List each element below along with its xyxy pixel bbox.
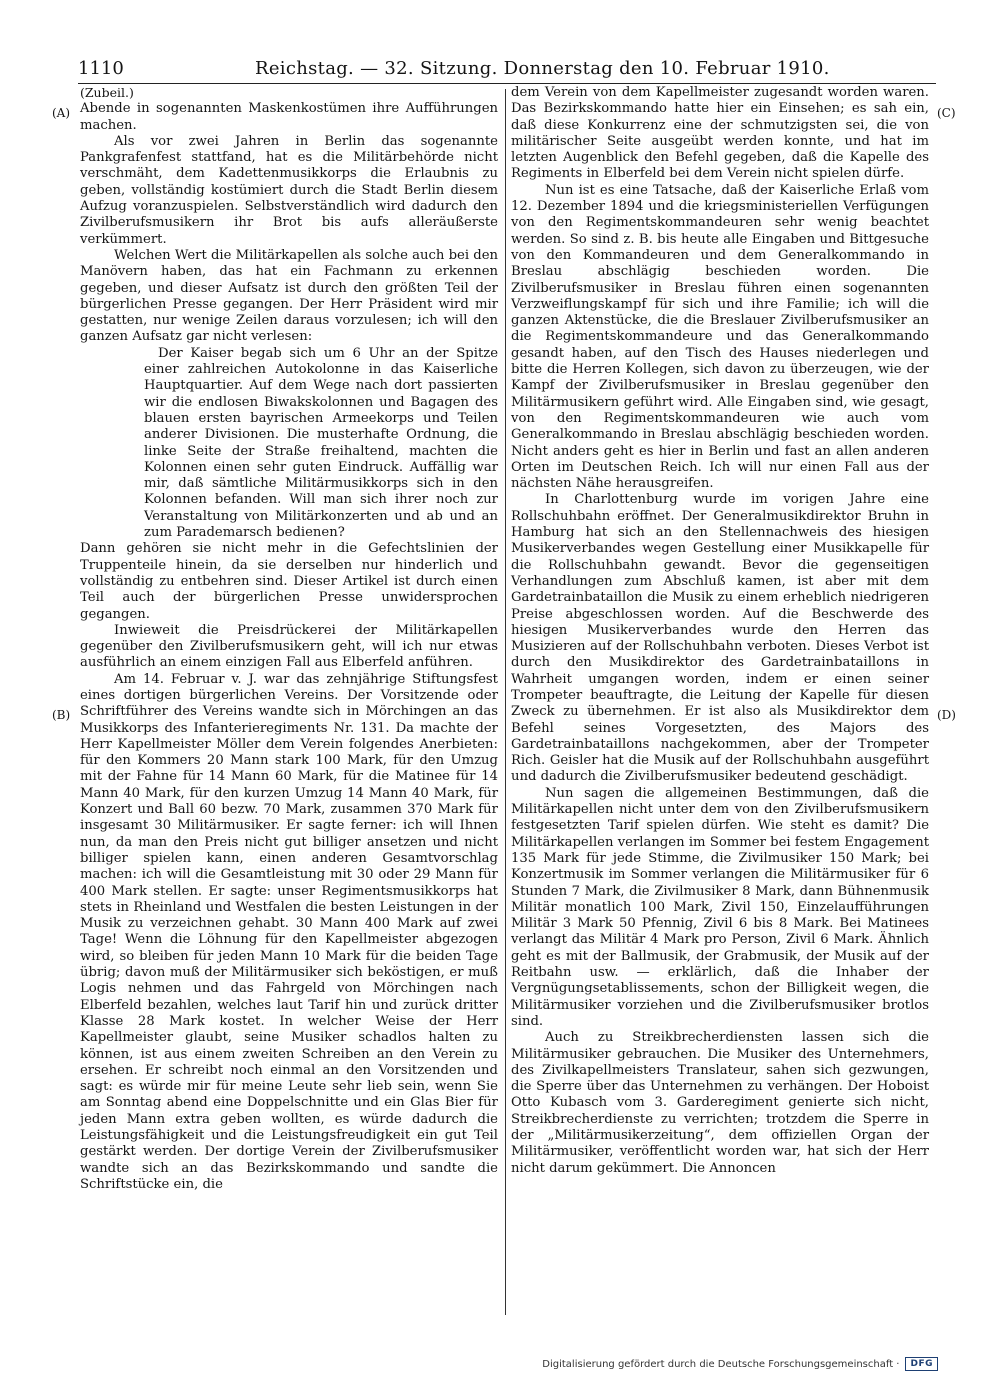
paragraph: Auch zu Streikbrecherdiensten lassen sich die Militärmusiker gebrauchen. Die Musiker des Unternehmers, des Zivilkapellmeisters Translateur, sahen sich gezwungen, die Sperre über das Unternehmen zu verhängen. Der Hoboist Otto Kubasch vom 3. Garderegiment genierte sich nicht, Streikbrecherdienste zu verrichten; trotzdem die Sperre in der „Militärmusikerzeitung“, dem offiziellen Organ der Militärmusiker, veröffentlicht worden war, hat sich der Herr nicht darum gekümmert. Die Annoncen	[511, 1030, 929, 1176]
footer-credit-text: Digitalisierung gefördert durch die Deutsche Forschungsgemeinschaft ·	[542, 1358, 900, 1370]
dfg-logo: DFG	[905, 1357, 938, 1371]
paragraph: Welchen Wert die Militärkapellen als solche auch bei den Manövern haben, das hat ein Fachmann zu erkennen gegeben, und dieser Aufsatz ist durch den größten Teil der bürgerlichen Presse gegangen. Der Herr Präsident wird mir gestatten, nur wenige Zeilen daraus vorzulesen; ich will den ganzen Aufsatz gar nicht verlesen:	[80, 247, 498, 345]
margin-mark-d: (D)	[937, 708, 956, 722]
paragraph: Dann gehören sie nicht mehr in die Gefechtslinien der Truppenteile hinein, da sie derselben nur hinderlich und vollständig zu entbehren sind. Dieser Artikel ist durch einen Teil auch der bürgerlichen Presse unwidersprochen gegangen.	[80, 541, 498, 622]
paragraph: In Charlottenburg wurde im vorigen Jahre eine Rollschuhbahn eröffnet. Der Generalmusikdirektor Bruhn in Hamburg hat sich an den Stellennachweis des hiesigen Musikerverbandes wegen Gestellung einer Musikkapelle für die Rollschuhbahn gewandt. Bevor die gegenseitigen Verhandlungen zum Abschluß kamen, ist aber mit dem Gardetrainbataillon die Musik zu einem erheblich niedrigeren Preise abgeschlossen worden. Auf die Beschwerde des hiesigen Musikerverbandes wurde den Herren das Musizieren auf der Rollschuhbahn verboten. Dieses Verbot ist durch den Musikdirektor des Gardetrainbataillons in Wahrheit umgangen worden, indem er einen seiner Trompeter beauftragte, die Leitung der Kapelle für diesen Zweck zu übernehmen. Er ist also als Musikdirektor dem Befehl seines Vorgesetzten, des Majors des Gardetrainbataillons nachgekommen, aber der Trompeter Rich. Geisler hat die Musik auf der Rollschuhbahn ausgeführt und dadurch die Zivilberufsmusiker bedeutend geschädigt.	[511, 492, 929, 785]
column-divider	[505, 89, 506, 1315]
paragraph: Nun sagen die allgemeinen Bestimmungen, daß die Militärkapellen nicht unter dem von den Zivilberufsmusikern festgesetzten Tarif spielen dürfen. Wie steht es damit? Die Militärkapellen verlangen im Sommer bei festem Engagement 135 Mark für jede Stimme, die Zivilmusiker 150 Mark; bei Konzertmusik im Sommer verlangen die Militärmusiker für 6 Stunden 7 Mark, die Zivilmusiker 8 Mark, dann Bühnenmusik Militär monatlich 100 Mark, Zivil 150, Einzelaufführungen Militär 3 Mark 50 Pfennig, Zivil 6 bis 8 Mark. Bei Matinees verlangt das Militär 4 Mark pro Person, Zivil 6 Mark. Ähnlich geht es mit der Ballmusik, der Grabmusik, der Musik auf der Reitbahn usw. — erklärlich, daß die Inhaber der Vergnügungsetablissements, schon der Billigkeit wegen, die Militärmusiker vorziehen und die Zivilberufsmusiker brotlos sind.	[511, 785, 929, 1029]
paragraph: Inwieweit die Preisdrückerei der Militärkapellen gegenüber den Zivilberufsmusikern geht, will ich nur etwas ausführlich an einem einzigen Fall aus Elberfeld anführen.	[80, 622, 498, 671]
paragraph: Am 14. Februar v. J. war das zehnjährige Stiftungsfest eines dortigen bürgerlichen Vereins. Der Vorsitzende oder Schriftführer des Vereins wandte sich in Mörchingen an das Musikkorps des Infanterieregiments Nr. 131. Da machte der Herr Kapellmeister Möller dem Verein folgendes Anerbieten: für den Kommers 20 Mann stark 100 Mark, für den Umzug mit der Fahne für 14 Mann 60 Mark, für die Matinee für 14 Mann 40 Mark, für den kurzen Umzug 14 Mann 40 Mark, für Konzert und Ball 60 bezw. 70 Mark, zusammen 370 Mark für insgesamt 30 Militärmusiker. Er sagte ferner: ich will Ihnen nun, da man den Preis nicht gut billiger ansetzen und nicht billiger spielen kann, einen anderen Gesamtvorschlag machen: ich will die Gesamtleistung mit 30 oder 29 Mann für 400 Mark stellen. Er sagte: unser Regimentsmusikkorps hat stets in Rheinland und Westfalen die besten Leistungen in der Musik zu verzeichnen gehabt. 30 Mann 400 Mark auf zwei Tage! Wenn die Löhnung für den Kapellmeister abgezogen wird, so bleiben für jeden Mann 10 Mark für die beiden Tage übrig; davon muß der Militärmusiker sich beköstigen, er muß Logis nehmen und das Fahrgeld von Mörchingen nach Elberfeld bezahlen, welches laut Tarif hin und zurück dritter Klasse 28 Mark kostet. In welcher Weise der Herr Kapellmeister glaubt, seine Musiker schadlos halten zu können, ist aus einem zweiten Schreiben an den Verein zu ersehen. Er schreibt noch einmal an den Vorsitzenden und sagt: es würde mir für meine Leute sehr lieb sein, wenn Sie am Sonntag abend eine Doppelschnitte und ein Glas Bier für jeden Mann extra geben wollten, es würde dadurch die Leistungsfähigkeit und die Leistungsfreudigkeit ein gut Teil gestärkt werden. Der dortige Verein der Zivilberufsmusiker wandte sich an das Bezirkskommando und sandte die Schriftstücke ein, die	[80, 671, 498, 1192]
paragraph: dem Verein von dem Kapellmeister zugesandt worden waren. Das Bezirkskommando hatte hier ein Einsehen; es sah ein, daß diese Konkurrenz eine der schmutzigsten sei, die von militärischer Seite ausgeübt werden konnte, und hat im letzten Augenblick den Befehl gegeben, daß die Kapelle des Regiments in Elberfeld bei dem Verein nicht spielen dürfe.	[511, 85, 929, 182]
page-number: 1110	[78, 58, 124, 79]
paragraph: Als vor zwei Jahren in Berlin das sogenannte Pankgrafenfest stattfand, hat es die Militärbehörde nicht verschmäht, dem Kadettenmusikkorps die Erlaubnis zu geben, vollständig kostümiert durch die Stadt Berlin diesem Aufzug voranzuspielen. Selbstverständlich wird dadurch den Zivilberufsmusikern ihr Brot bis aufs alleräußerste verkümmert.	[80, 133, 498, 247]
block-quote: Der Kaiser begab sich um 6 Uhr an der Spitze einer zahlreichen Autokolonne in das Kaiserliche Hauptquartier. Auf dem Wege nach dort passierten wir die endlosen Biwakskolonnen und Bagagen des blauen ersten bayrischen Armeekorps und Teilen anderer Divisionen. Die musterhafte Ordnung, die linke Seite der Straße freihaltend, machten die Kolonnen einen sehr guten Eindruck. Auffällig war mir, daß sämtliche Militärmusikkorps sich in den Kolonnen befanden. Will man sich ihrer noch zur Veranstaltung von Militärkonzerten und ab und an zum Parademarsch bedienen?	[144, 345, 498, 541]
margin-mark-c: (C)	[937, 106, 956, 120]
footer-credit	[542, 1357, 938, 1371]
margin-mark-b: (B)	[52, 708, 71, 722]
paragraph: Abende in sogenannten Maskenkostümen ihre Aufführungen machen.	[80, 101, 498, 133]
paragraph: Nun ist es eine Tatsache, daß der Kaiserliche Erlaß vom 12. Dezember 1894 und die kriegsministeriellen Verfügungen von den Regimentskommandeuren sehr wenig beachtet werden. So sind z. B. bis heute alle Eingaben und Bittgesuche von den Kommandeuren und dem Generalkommando in Breslau abschlägig beschieden worden. Die Zivilberufsmusiker in Breslau führen einen sogenannten Verzweiflungskampf für sich und ihre Familie; ich will die ganzen Aktenstücke, die die Breslauer Zivilberufsmusiker an die Regimentskommandeure und das Generalkommando gesandt haben, auf den Tisch des Hauses niederlegen und bitte die Herren Kollegen, sich davon zu überzeugen, wie der Kampf der Zivilberufsmusiker in Breslau gegenüber den Militärmusikern geführt wird. Alle Eingaben sind, wie gesagt, von den Regimentskommandeuren wie auch vom Generalkommando in Breslau abschlägig beschieden worden. Nicht anders geht es hier in Berlin und fast an allen anderen Orten im Deutschen Reich. Ich will nur einen Fall aus der nächsten Nähe herausgreifen.	[511, 182, 929, 492]
running-title: Reichstag. — 32. Sitzung. Donnerstag den 10. Februar 1910.	[255, 58, 830, 79]
right-column	[511, 85, 929, 1177]
speaker-note: (Zubeil.)	[80, 85, 134, 100]
header-rule	[78, 83, 936, 84]
left-column	[80, 85, 498, 1193]
margin-mark-a: (A)	[52, 106, 71, 120]
